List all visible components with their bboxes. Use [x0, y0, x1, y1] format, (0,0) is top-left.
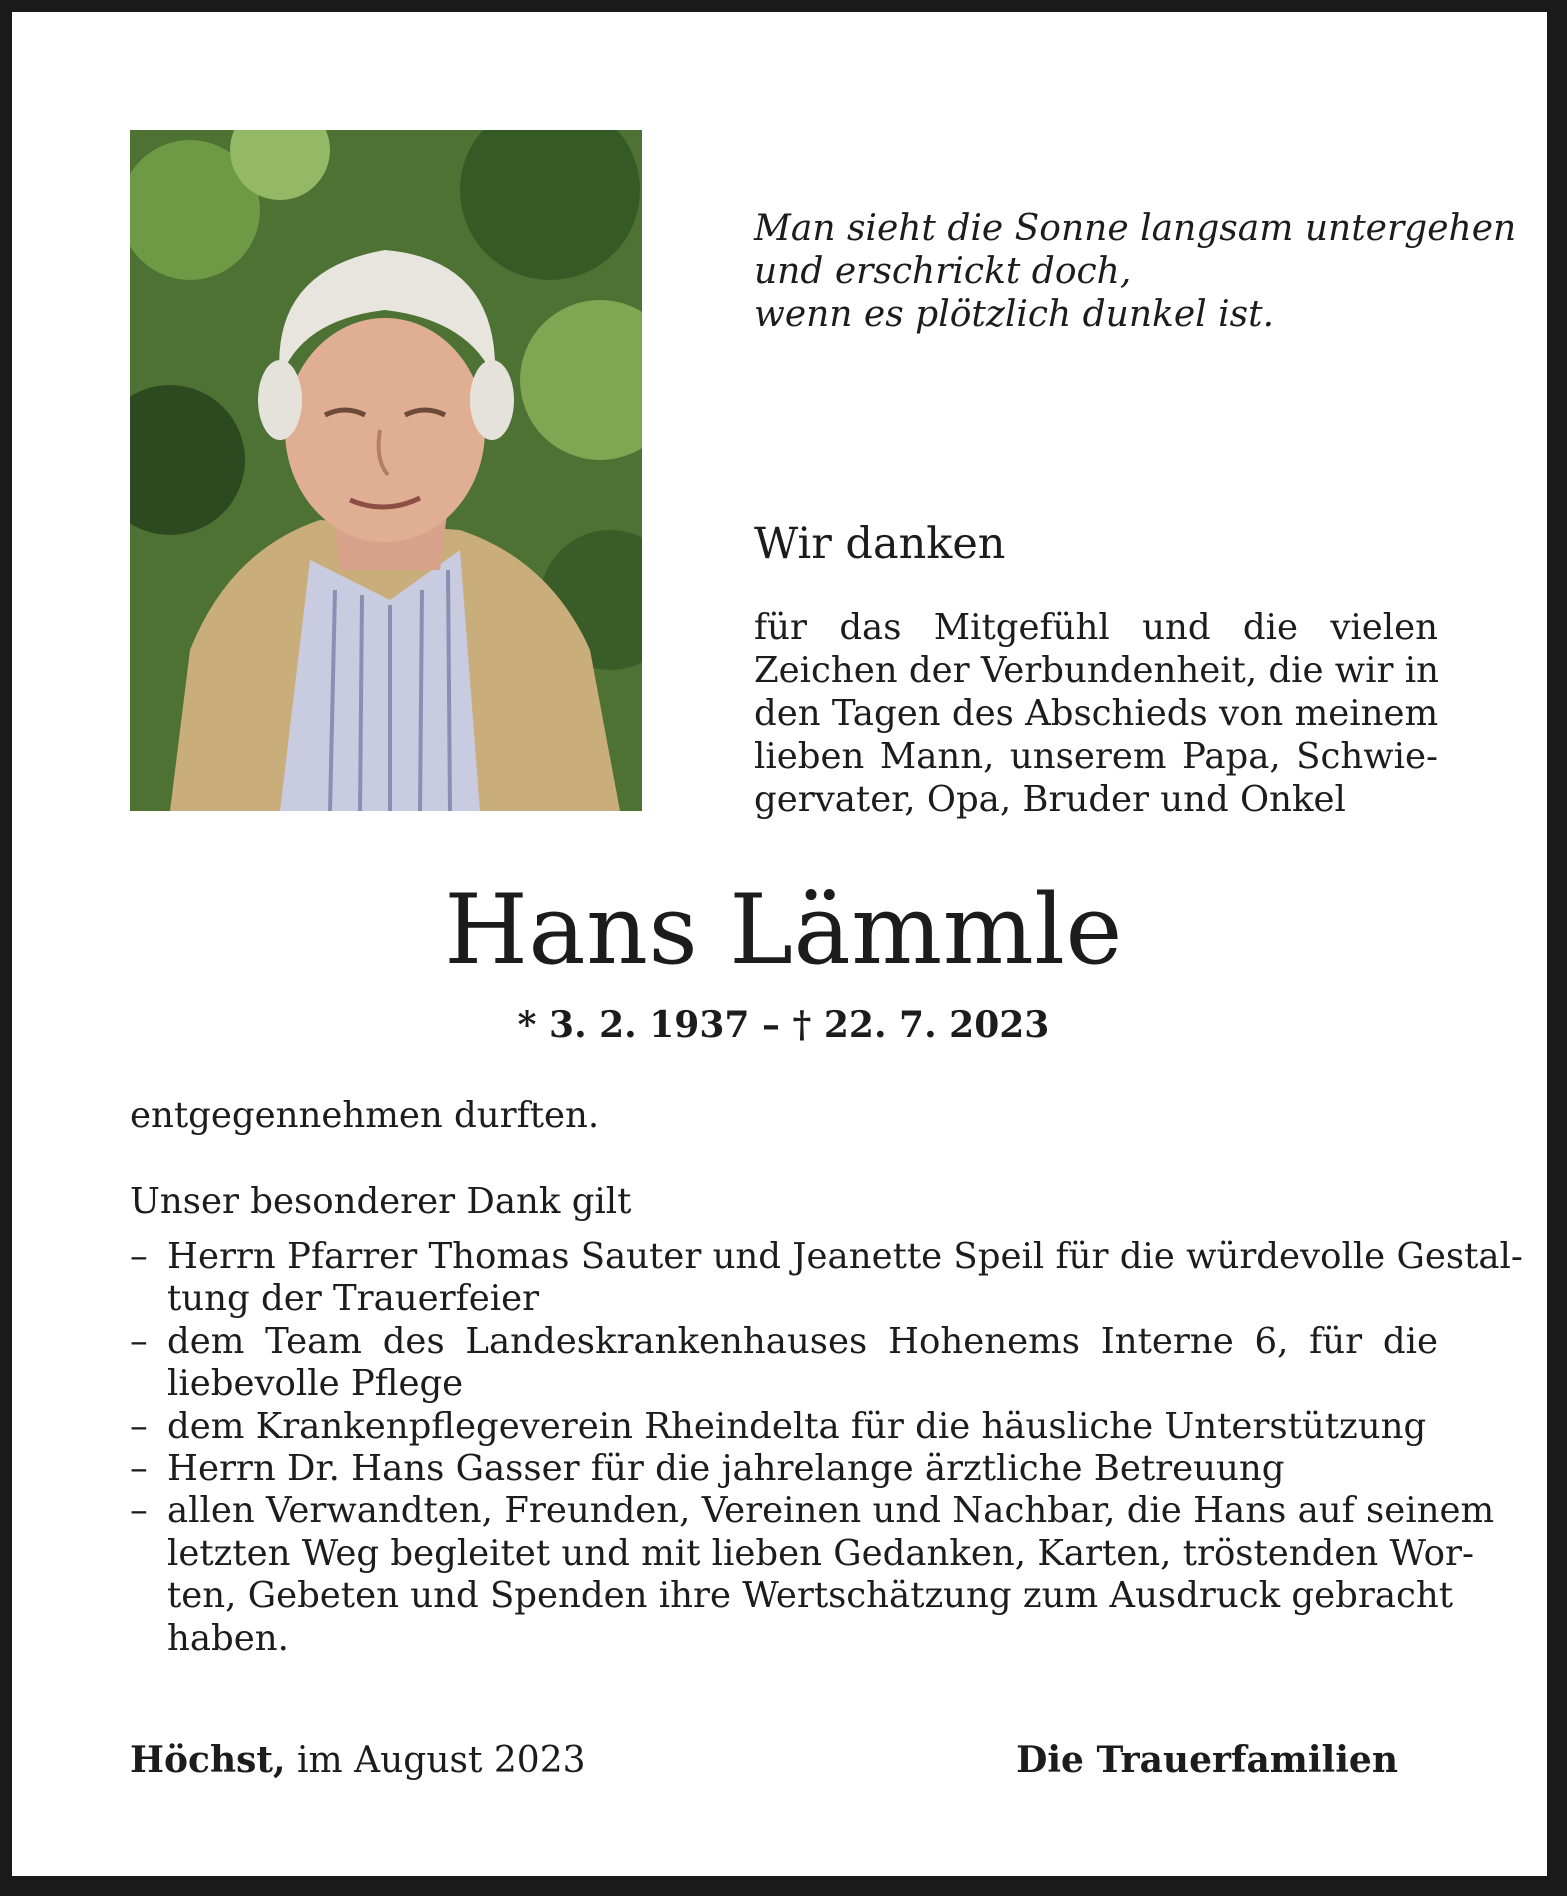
list-item-line: allen Verwandten, Freunden, Vereinen und Nachbar, die Hans auf seinem: [167, 1490, 1495, 1532]
dash-bullet: –: [130, 1320, 148, 1362]
thanks-line: Zeichen der Verbundenheit, die wir in: [754, 650, 1439, 691]
list-item-line: tung der Trauerfeier: [167, 1278, 540, 1320]
dash-bullet: –: [130, 1448, 148, 1490]
list-item: [130, 1236, 1523, 1321]
signature: Die Trauerfamilien: [1016, 1739, 1398, 1781]
list-item-line: Herrn Dr. Hans Gasser für die jahrelange ärztliche Betreuung: [167, 1448, 1285, 1490]
thanks-line: gervater, Opa, Bruder und Onkel: [754, 779, 1346, 820]
quote-line: Man sieht die Sonne langsam untergehen: [754, 208, 1517, 249]
list-item-line: dem Team des Landeskrankenhauses Hohenems Interne 6, für die: [167, 1320, 1438, 1362]
list-item-line: haben.: [167, 1617, 289, 1659]
special-thanks-intro: Unser besonderer Dank gilt: [130, 1181, 632, 1222]
dash-bullet: –: [130, 1405, 148, 1447]
place-name: Höchst,: [130, 1739, 286, 1781]
memorial-quote: [754, 207, 1517, 336]
list-item-line: dem Krankenpflegeverein Rheindelta für die häusliche Unterstützung: [167, 1405, 1427, 1447]
portrait-photo: [130, 130, 642, 811]
list-item: [130, 1321, 1438, 1406]
notice-date: im August 2023: [285, 1740, 586, 1781]
thanks-line: lieben Mann, unserem Papa, Schwie-: [754, 736, 1438, 777]
thanks-heading: Wir danken: [754, 519, 1006, 569]
quote-line: wenn es plötzlich dunkel ist.: [754, 294, 1275, 335]
list-item-line: Herrn Pfarrer Thomas Sauter und Jeanette Speil für die würdevolle Gestal-: [167, 1236, 1523, 1277]
list-item-line: ten, Gebeten und Spenden ihre Wertschätzung zum Ausdruck gebracht: [167, 1575, 1453, 1617]
place-and-date: [130, 1738, 586, 1783]
quote-line: und erschrickt doch,: [754, 251, 1132, 292]
deceased-name: Hans Lämmle: [444, 874, 1123, 986]
thanks-line: für das Mitgefühl und die vielen: [754, 607, 1438, 648]
portrait-photo-icon: [130, 130, 642, 811]
list-item-line: liebevolle Pflege: [167, 1363, 464, 1405]
list-item: [130, 1406, 1438, 1448]
list-item: [130, 1448, 1438, 1490]
list-item-line: letzten Weg begleitet und mit lieben Gedanken, Karten, tröstenden Wor-: [167, 1532, 1474, 1574]
life-dates: * 3. 2. 1937 – † 22. 7. 2023: [517, 1004, 1050, 1046]
dash-bullet: –: [130, 1236, 148, 1277]
thanks-text: [754, 606, 1438, 821]
list-item: [130, 1490, 1495, 1660]
special-thanks-list: [130, 1236, 1523, 1660]
dash-bullet: –: [130, 1490, 148, 1532]
thanks-line: den Tagen des Abschieds von meinem: [754, 693, 1439, 734]
continuation-text: entgegennehmen durften.: [130, 1095, 600, 1136]
